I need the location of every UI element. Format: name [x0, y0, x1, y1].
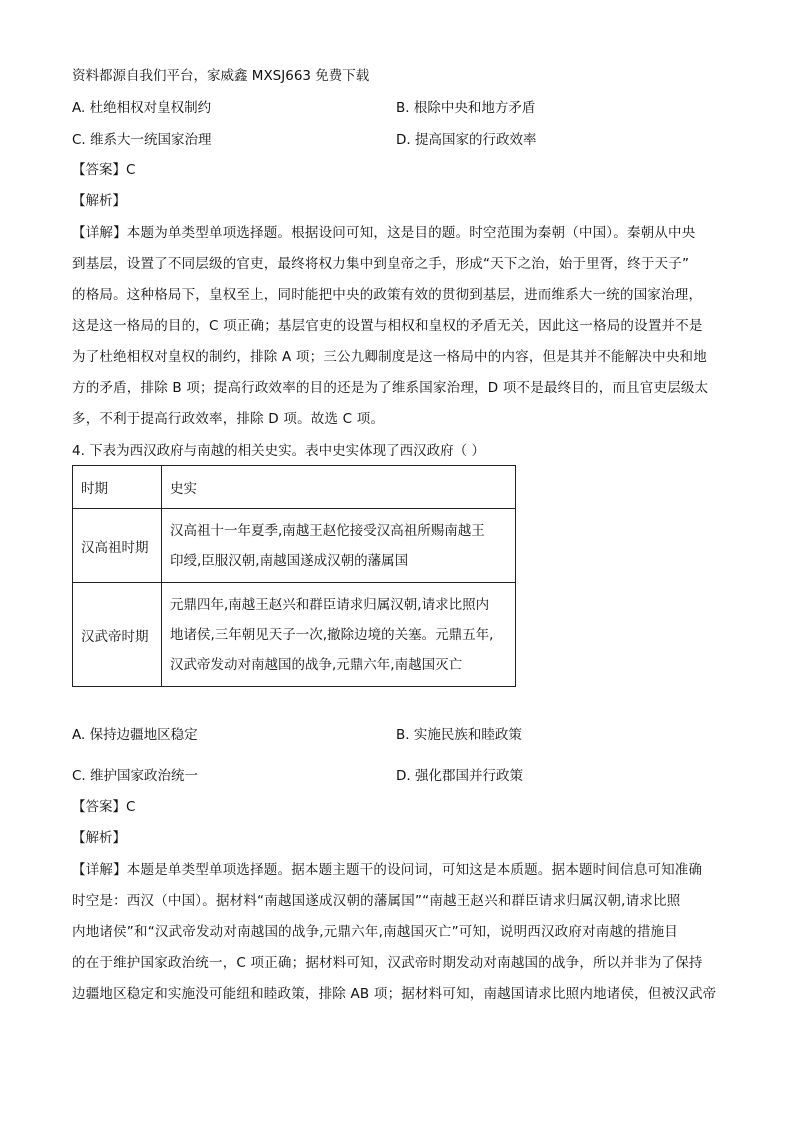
table-cell-period: 汉武帝时期 [73, 583, 162, 687]
q3-option-c[interactable]: C. 维系大一统国家治理 [72, 132, 212, 148]
q3-option-b[interactable]: B. 根除中央和地方矛盾 [396, 100, 536, 116]
table-cell-period: 汉高祖时期 [73, 509, 162, 583]
q4-detail-line: 边疆地区稳定和实施没可能纽和睦政策，排除 AB 项；据材料可知，南越国请求比照内地诸侯，但被汉武帝 [72, 986, 717, 1002]
table-fact-line: 汉高祖十一年夏季,南越王赵佗接受汉高祖所赐南越王 [170, 522, 485, 539]
q4-option-d[interactable]: D. 强化郡国并行政策 [396, 768, 523, 784]
q4-detail [72, 855, 732, 1010]
q3-analysis-label: 【解析】 [72, 193, 126, 209]
q3-answer: 【答案】C [72, 162, 136, 178]
table-header-row [73, 466, 516, 509]
q4-stem: 4. 下表为西汉政府与南越的相关史实。表中史实体现了西汉政府（ ） [72, 443, 485, 459]
q3-option-a[interactable]: A. 杜绝相权对皇权制约 [72, 100, 212, 116]
q4-option-b[interactable]: B. 实施民族和睦政策 [396, 727, 522, 743]
q3-detail-line: 这是这一格局的目的，C 项正确；基层官吏的设置与相权和皇权的矛盾无关，因此这一格局的设置并不是 [72, 318, 703, 334]
q3-detail-line: 的格局。这种格局下，皇权至上，同时能把中央的政策有效的贯彻到基层，进而维系大一统的国家治理， [72, 287, 703, 303]
q4-option-c[interactable]: C. 维护国家政治统一 [72, 768, 199, 784]
q3-detail [72, 218, 732, 435]
table-header-period: 时期 [73, 466, 162, 509]
q4-answer: 【答案】C [72, 799, 136, 815]
q4-detail-line: 的在于维护国家政治统一，C 项正确；据材料可知，汉武帝时期发动对南越国的战争，所以并非为了保持 [72, 955, 703, 971]
q3-detail-line: 方的矛盾，排除 B 项；提高行政效率的目的还是为了维系国家治理，D 项不是最终目的，而且官吏层级太 [72, 380, 709, 396]
table-cell-facts [162, 509, 516, 583]
table-header-facts: 史实 [162, 466, 516, 509]
table-fact-line: 汉武帝发动对南越国的战争,元鼎六年,南越国灭亡 [170, 656, 463, 673]
q4-detail-line: 时空是：西汉（中国）。据材料“南越国遂成汉朝的藩属国”“南越王赵兴和群臣请求归属汉朝,请求比照 [72, 893, 681, 909]
table-row [73, 509, 516, 583]
q3-detail-line: 【详解】本题为单类型单项选择题。根据设问可知，这是目的题。时空范围为秦朝（中国）。秦朝从中央 [72, 225, 696, 241]
header-note: 资料都源自我们平台，家威鑫 MXSJ663 免费下载 [72, 68, 370, 84]
q4-history-table [72, 465, 516, 687]
q4-detail-line: 【详解】本题是单类型单项选择题。据本题主题干的设问词，可知这是本质题。据本题时间信息可知准确 [72, 862, 703, 878]
table-row [73, 583, 516, 687]
table-cell-facts [162, 583, 516, 687]
q3-detail-line: 多，不利于提高行政效率，排除 D 项。故选 C 项。 [72, 411, 385, 427]
q4-detail-line: 内地诸侯”和“汉武帝发动对南越国的战争,元鼎六年,南越国灭亡”可知，说明西汉政府对南越的措施目 [72, 924, 678, 940]
q3-option-d[interactable]: D. 提高国家的行政效率 [396, 132, 537, 148]
table-fact-line: 元鼎四年,南越王赵兴和群臣请求归属汉朝,请求比照内 [170, 596, 490, 613]
table-fact-line: 印绶,臣服汉朝,南越国遂成汉朝的藩属国 [170, 552, 409, 569]
q4-analysis-label: 【解析】 [72, 830, 126, 846]
q3-detail-line: 为了杜绝相权对皇权的制约，排除 A 项；三公九卿制度是这一格局中的内容，但是其并不能解决中央和地 [72, 349, 707, 365]
table-fact-line: 地诸侯,三年朝见天子一次,撤除边境的关塞。元鼎五年, [170, 626, 494, 643]
q4-option-a[interactable]: A. 保持边疆地区稳定 [72, 727, 198, 743]
q3-detail-line: 到基层，设置了不同层级的官吏，最终将权力集中到皇帝之手，形成“天下之治，始于里胥，终于天子” [72, 256, 690, 272]
